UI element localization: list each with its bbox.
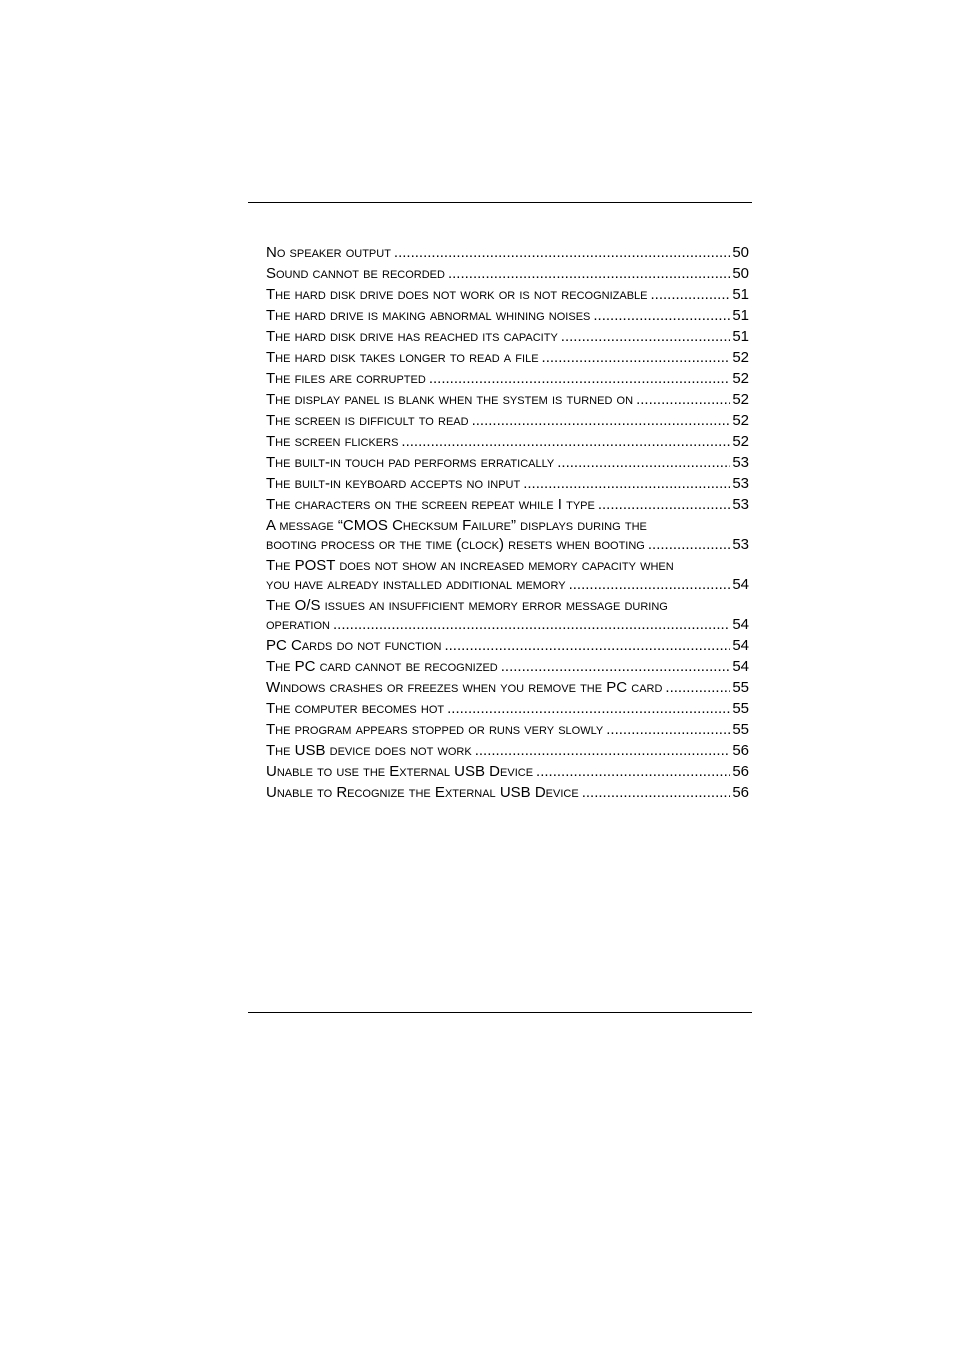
toc-entry[interactable] [266, 719, 749, 740]
toc-leader [447, 698, 730, 719]
toc-entry-page: 52 [732, 349, 749, 366]
toc-entry-title: Sound cannot be recorded [266, 265, 445, 282]
toc-entry-title: The files are corrupted [266, 370, 426, 387]
toc-entry-title: operation [266, 616, 330, 633]
toc-entry-title: The screen flickers [266, 433, 399, 450]
toc-entry[interactable] [266, 595, 749, 635]
toc-entry-title: The screen is difficult to read [266, 412, 469, 429]
toc-leader [648, 535, 730, 554]
toc-entry-page: 51 [732, 286, 749, 303]
toc-entry-title: The display panel is blank when the system is turned on [266, 391, 634, 408]
toc-entry-page: 54 [732, 576, 749, 593]
toc-entry[interactable] [266, 635, 749, 656]
toc-entry-page: 52 [732, 370, 749, 387]
bottom-rule [248, 1012, 752, 1013]
toc-leader [523, 473, 730, 494]
toc-entry-page: 52 [732, 391, 749, 408]
toc-entry-title: The built-in touch pad performs erratically [266, 454, 555, 471]
toc-entry-page: 52 [732, 412, 749, 429]
toc-entry-title: The hard disk drive has reached its capacity [266, 328, 558, 345]
toc-entry[interactable] [266, 761, 749, 782]
toc-entry-page: 56 [732, 784, 749, 801]
toc-entry-title: The USB device does not work [266, 742, 472, 759]
toc-entry-page: 56 [732, 742, 749, 759]
top-rule [248, 202, 752, 203]
toc-entry-title: The hard disk takes longer to read a file [266, 349, 539, 366]
toc-entry-title: The characters on the screen repeat while I type [266, 496, 595, 513]
toc-leader [665, 677, 730, 698]
toc-leader [606, 719, 730, 740]
toc-entry-page: 56 [732, 763, 749, 780]
toc-entry-title: Unable to Recognize the External USB Device [266, 784, 579, 801]
toc-entry[interactable] [266, 473, 749, 494]
toc-entry-page: 51 [732, 307, 749, 324]
toc-leader [561, 326, 731, 347]
toc-leader [542, 347, 731, 368]
toc-entry[interactable] [266, 263, 749, 284]
toc-entry-page: 50 [732, 244, 749, 261]
toc-leader [569, 575, 731, 594]
toc-entry[interactable] [266, 656, 749, 677]
toc-entry-title: Windows crashes or freezes when you remove the PC card [266, 679, 663, 696]
toc-leader [598, 494, 730, 515]
toc-entry[interactable] [266, 782, 749, 803]
toc-entry-page: 54 [732, 658, 749, 675]
toc-entry-title: No speaker output [266, 244, 391, 261]
table-of-contents [266, 242, 749, 803]
toc-entry-page: 55 [732, 721, 749, 738]
toc-leader [448, 263, 730, 284]
toc-leader [401, 431, 730, 452]
toc-entry[interactable] [266, 740, 749, 761]
toc-entry-title-line1: A message “CMOS Checksum Failure” displays during the [266, 517, 647, 534]
toc-leader [557, 452, 730, 473]
toc-leader [475, 740, 731, 761]
toc-leader [582, 782, 731, 803]
toc-entry[interactable] [266, 326, 749, 347]
toc-entry[interactable] [266, 555, 749, 595]
toc-entry-title: PC Cards do not function [266, 637, 442, 654]
toc-entry-title: The hard drive is making abnormal whining noises [266, 307, 591, 324]
toc-entry-title-line1: The POST does not show an increased memory capacity when [266, 557, 674, 574]
toc-entry-title: The computer becomes hot [266, 700, 445, 717]
toc-entry[interactable] [266, 389, 749, 410]
toc-entry[interactable] [266, 431, 749, 452]
toc-entry-title: Unable to use the External USB Device [266, 763, 534, 780]
toc-entry[interactable] [266, 677, 749, 698]
toc-entry-title: you have already installed additional memory [266, 576, 566, 593]
toc-entry-title-line1: The O/S issues an insufficient memory error message during [266, 597, 668, 614]
toc-entry-title: The hard disk drive does not work or is not recognizable [266, 286, 648, 303]
toc-entry[interactable] [266, 284, 749, 305]
toc-leader [429, 368, 731, 389]
toc-entry[interactable] [266, 698, 749, 719]
toc-entry-title: The program appears stopped or runs very slowly [266, 721, 604, 738]
toc-entry[interactable] [266, 242, 749, 263]
toc-entry-page: 53 [732, 475, 749, 492]
toc-entry-title: The built-in keyboard accepts no input [266, 475, 521, 492]
toc-entry[interactable] [266, 410, 749, 431]
toc-leader [636, 389, 730, 410]
toc-entry[interactable] [266, 452, 749, 473]
toc-entry-title: The PC card cannot be recognized [266, 658, 498, 675]
toc-entry-title: booting process or the time (clock) resets when booting [266, 536, 645, 553]
toc-leader [394, 242, 730, 263]
toc-leader [651, 284, 731, 305]
toc-leader [333, 615, 730, 634]
toc-entry-page: 55 [732, 679, 749, 696]
toc-entry-page: 55 [732, 700, 749, 717]
toc-leader [501, 656, 731, 677]
toc-entry[interactable] [266, 494, 749, 515]
toc-entry[interactable] [266, 515, 749, 555]
toc-entry[interactable] [266, 347, 749, 368]
toc-entry[interactable] [266, 305, 749, 326]
toc-entry-page: 54 [732, 616, 749, 633]
toc-entry-page: 53 [732, 536, 749, 553]
toc-entry-page: 52 [732, 433, 749, 450]
toc-entry-page: 50 [732, 265, 749, 282]
toc-leader [536, 761, 730, 782]
toc-entry-page: 51 [732, 328, 749, 345]
toc-entry-page: 53 [732, 454, 749, 471]
toc-leader [472, 410, 731, 431]
toc-leader [444, 635, 730, 656]
toc-entry-page: 54 [732, 637, 749, 654]
toc-entry-page: 53 [732, 496, 749, 513]
toc-leader [593, 305, 730, 326]
toc-entry[interactable] [266, 368, 749, 389]
